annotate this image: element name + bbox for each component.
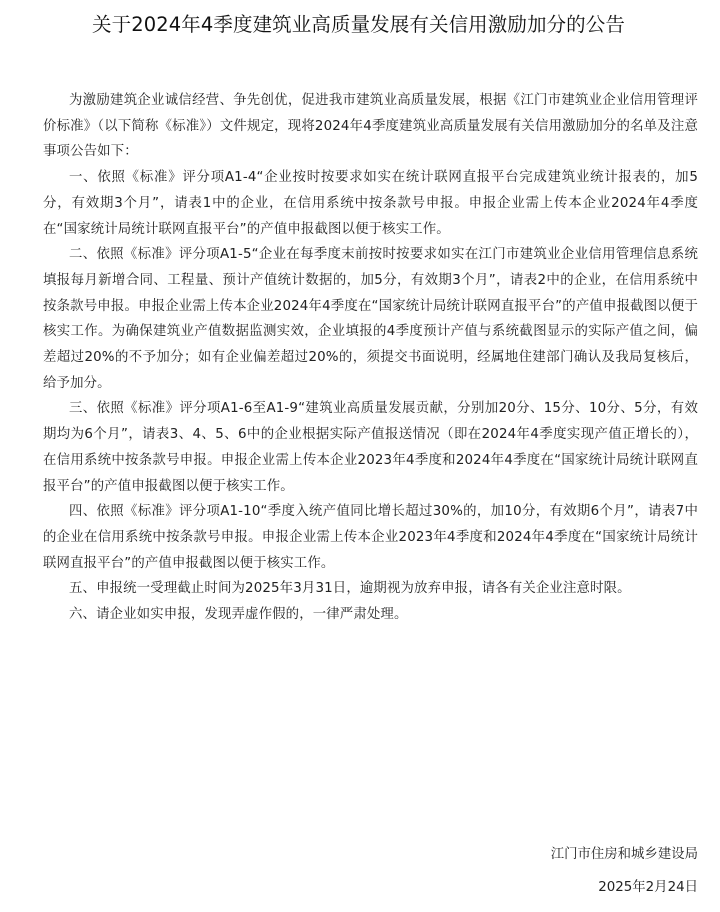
paragraph-item-1: 一、依照《标准》评分项A1-4“企业按时按要求如实在统计联网直报平台完成建筑业统计报表的，加5分，有效期3个月”，请表1中的企业，在信用系统中按条款号申报。申报企业需上传本企业2024年4季度在“国家统计局统计联网直报平台”的产值申报截图以便于核实工作。 (43, 170, 698, 237)
signature-date: 2025年2月24日 (598, 880, 698, 895)
document-body (43, 88, 698, 628)
paragraph-intro: 为激励建筑企业诚信经营、争先创优，促进我市建筑业高质量发展，根据《江门市建筑业企业信用管理评价标准》（以下简称《标准》）文件规定，现将2024年4季度建筑业高质量发展有关信用激励加分的名单及注意事项公告如下： (43, 93, 698, 160)
paragraph-item-5: 五、申报统一受理截止时间为2025年3月31日，逾期视为放弃申报，请各有关企业注意时限。 (69, 581, 631, 597)
paragraph-item-2: 二、依照《标准》评分项A1-5“企业在每季度末前按时按要求如实在江门市建筑业企业信用管理信息系统填报每月新增合同、工程量、预计产值统计数据的，加5分，有效期3个月”，请表2中的企业，在信用系统中按条款号申报。申报企业需上传本企业2024年4季度在“国家统计局统计联网直报平台”的产值申报截图以便于核实工作。为确保建筑业产值数据监测实效，企业填报的4季度预计产值与系统截图显示的实际产值之间，偏差超过20%的不予加分；如有企业偏差超过20%的，须提交书面说明，经属地住建部门确认及我局复核后，给予加分。 (43, 247, 698, 391)
document-title: 关于2024年4季度建筑业高质量发展有关信用激励加分的公告 (92, 13, 625, 36)
paragraph-item-6: 六、请企业如实申报，发现弄虚作假的，一律严肃处理。 (69, 607, 408, 623)
paragraph-item-3: 三、依照《标准》评分项A1-6至A1-9“建筑业高质量发展贡献，分别加20分、15分、10分、5分，有效期均为6个月”，请表3、4、5、6中的企业根据实际产值报送情况（即在2024年4季度实现产值正增长的），在信用系统中按条款号申报。申报企业需上传本企业2023年4季度和2024年4季度在“国家统计局统计联网直报平台”的产值申报截图以便于核实工作。 (43, 401, 698, 494)
signature-organization: 江门市住房和城乡建设局 (550, 847, 698, 862)
paragraph-item-4: 四、依照《标准》评分项A1-10“季度入统产值同比增长超过30%的，加10分，有效期6个月”，请表7中的企业在信用系统中按条款号申报。申报企业需上传本企业2023年4季度和2024年4季度在“国家统计局统计联网直报平台”的产值申报截图以便于核实工作。 (43, 504, 698, 571)
